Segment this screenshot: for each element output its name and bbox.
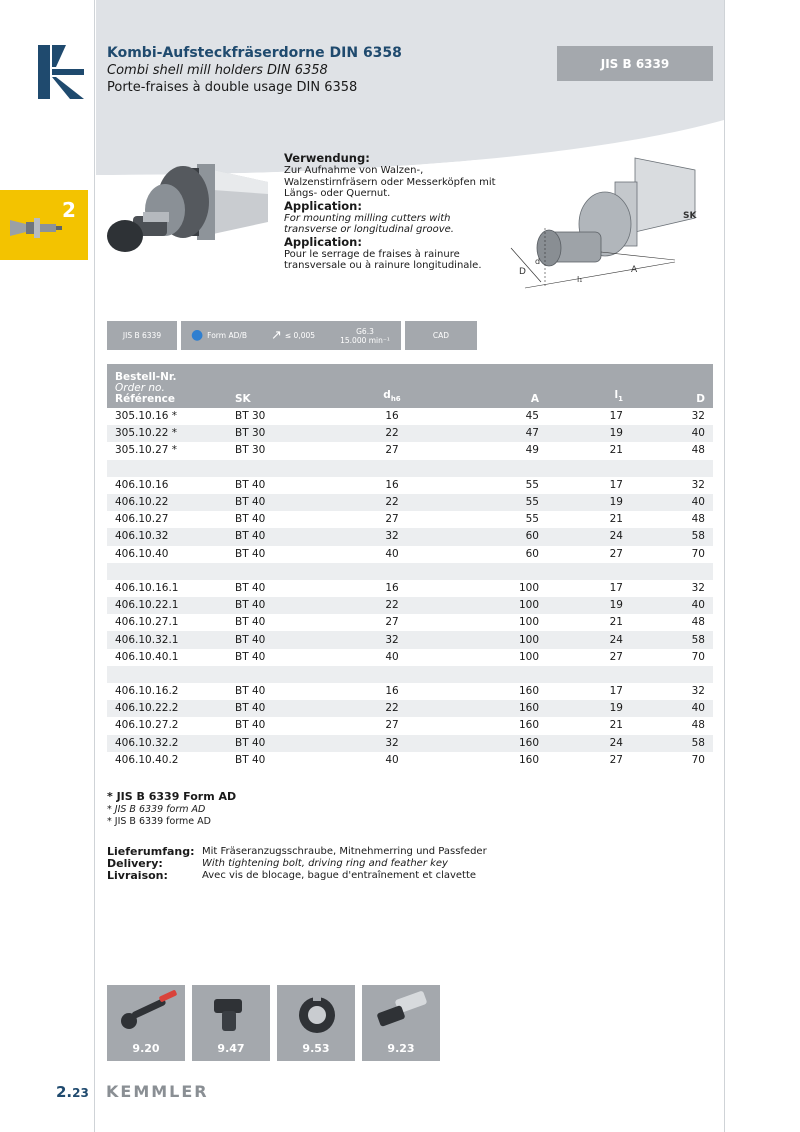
table-row xyxy=(107,631,713,648)
table-row xyxy=(107,425,713,442)
cell-a: 160 xyxy=(437,700,547,717)
header-l: l xyxy=(614,388,619,401)
cell-sk: BT 40 xyxy=(227,631,347,648)
application-heading-de: Verwendung: xyxy=(284,151,370,165)
footnote-fr: * JIS B 6339 forme AD xyxy=(107,816,211,827)
cell-a: 160 xyxy=(437,683,547,700)
feather-key-icon xyxy=(192,985,270,1045)
cell-order-no: 406.10.22.2 xyxy=(107,700,227,717)
application-text-fr: Pour le serrage de fraises à rainure transversale ou à rainure longitudinale. xyxy=(284,248,482,271)
cell-l1: 21 xyxy=(547,511,631,528)
cell-dd: 40 xyxy=(631,425,713,442)
col-a: A xyxy=(437,364,547,408)
cell-order-no: 406.10.22 xyxy=(107,494,227,511)
table-row xyxy=(107,511,713,528)
header-d-sub: h6 xyxy=(390,395,401,403)
accessory-tile[interactable] xyxy=(277,985,355,1061)
header-order-fr: Référence xyxy=(115,393,176,405)
cell-dd: 58 xyxy=(631,735,713,752)
cell-d: 40 xyxy=(347,649,437,666)
cell-dd: 40 xyxy=(631,597,713,614)
cell-dd: 70 xyxy=(631,752,713,769)
cell-d: 22 xyxy=(347,597,437,614)
cell-sk: BT 30 xyxy=(227,408,347,425)
header-l-sub: 1 xyxy=(618,395,623,403)
cell-a: 160 xyxy=(437,752,547,769)
table-spacer-cell xyxy=(107,563,713,580)
cell-d: 27 xyxy=(347,717,437,734)
cell-order-no: 406.10.40.1 xyxy=(107,649,227,666)
cell-dd: 32 xyxy=(631,408,713,425)
header-d: d xyxy=(383,388,391,401)
cell-sk: BT 40 xyxy=(227,528,347,545)
cell-order-no: 406.10.27.1 xyxy=(107,614,227,631)
scope-label-de: Lieferumfang: xyxy=(107,845,195,858)
tightening-bolt-icon xyxy=(362,985,440,1045)
accessory-tile[interactable] xyxy=(107,985,185,1061)
cell-order-no: 406.10.22.1 xyxy=(107,597,227,614)
table-row xyxy=(107,614,713,631)
accessory-label: 9.53 xyxy=(302,1042,330,1055)
cell-l1: 17 xyxy=(547,477,631,494)
cell-d: 32 xyxy=(347,735,437,752)
table-row xyxy=(107,752,713,769)
cell-d: 27 xyxy=(347,511,437,528)
cell-d: 32 xyxy=(347,631,437,648)
application-text-en: For mounting milling cutters with transverse or longitudinal groove. xyxy=(284,212,454,235)
cell-sk: BT 40 xyxy=(227,683,347,700)
cell-d: 40 xyxy=(347,752,437,769)
drawing-label-d: D xyxy=(519,267,526,277)
cell-order-no: 406.10.32 xyxy=(107,528,227,545)
cell-a: 100 xyxy=(437,614,547,631)
table-row xyxy=(107,494,713,511)
cell-a: 60 xyxy=(437,528,547,545)
table-row xyxy=(107,546,713,563)
cell-l1: 21 xyxy=(547,442,631,459)
cell-dd: 32 xyxy=(631,580,713,597)
cell-order-no: 406.10.27.2 xyxy=(107,717,227,734)
cell-order-no: 406.10.32.2 xyxy=(107,735,227,752)
cell-d: 27 xyxy=(347,442,437,459)
cell-l1: 24 xyxy=(547,528,631,545)
cell-l1: 17 xyxy=(547,683,631,700)
cell-sk: BT 40 xyxy=(227,511,347,528)
cell-sk: BT 40 xyxy=(227,546,347,563)
drawing-label-dsub: d xyxy=(535,257,541,266)
left-margin xyxy=(0,0,95,1132)
feature-jis: JIS B 6339 xyxy=(107,321,177,350)
cell-l1: 17 xyxy=(547,580,631,597)
cell-order-no: 406.10.27 xyxy=(107,511,227,528)
feature-form-label: Form AD/B xyxy=(207,331,248,340)
runout-arrow-icon: ↗ xyxy=(270,328,282,343)
driving-ring-icon xyxy=(277,985,355,1045)
cell-a: 100 xyxy=(437,597,547,614)
title-french: Porte-fraises à double usage DIN 6358 xyxy=(107,80,358,95)
feature-form xyxy=(181,321,257,350)
application-text-de: Zur Aufnahme von Walzen-, Walzenstirnfräsern oder Messerköpfen mit Längs- oder Quernut. xyxy=(284,165,496,199)
feature-runout-label: ≤ 0,005 xyxy=(284,331,316,340)
scope-text-fr: Avec vis de blocage, bague d'entraînement et clavette xyxy=(202,870,477,881)
cell-order-no: 305.10.16 * xyxy=(107,408,227,425)
cell-a: 55 xyxy=(437,511,547,528)
cell-l1: 27 xyxy=(547,649,631,666)
cell-d: 40 xyxy=(347,546,437,563)
cell-sk: BT 40 xyxy=(227,477,347,494)
title-block xyxy=(107,44,402,96)
cell-a: 55 xyxy=(437,494,547,511)
cell-dd: 48 xyxy=(631,442,713,459)
table-row xyxy=(107,735,713,752)
col-d xyxy=(347,364,437,408)
feature-runout xyxy=(257,321,329,350)
cell-d: 32 xyxy=(347,528,437,545)
cell-l1: 19 xyxy=(547,425,631,442)
technical-drawing xyxy=(505,152,715,302)
chapter-number: 2 xyxy=(62,198,76,222)
feature-balance-speed: 15.000 min⁻¹ xyxy=(340,335,390,345)
table-row xyxy=(107,717,713,734)
cell-d: 22 xyxy=(347,700,437,717)
cell-a: 60 xyxy=(437,546,547,563)
standard-badge: JIS B 6339 xyxy=(557,46,713,81)
cell-order-no: 406.10.16 xyxy=(107,477,227,494)
accessory-label: 9.47 xyxy=(217,1042,245,1055)
cell-d: 16 xyxy=(347,683,437,700)
wrench-icon xyxy=(107,985,185,1045)
feature-balance-grade: G6.3 xyxy=(356,326,374,336)
table-spacer-cell xyxy=(107,666,713,683)
delivery-scope xyxy=(107,846,487,882)
application-heading-en: Application: xyxy=(284,198,362,213)
feature-cad[interactable]: CAD xyxy=(405,321,477,350)
right-margin xyxy=(724,0,800,1132)
coolant-drop-icon: ● xyxy=(190,327,204,343)
cell-a: 100 xyxy=(437,649,547,666)
cell-sk: BT 40 xyxy=(227,700,347,717)
cell-l1: 24 xyxy=(547,735,631,752)
cell-a: 100 xyxy=(437,631,547,648)
feature-balance xyxy=(329,321,401,350)
product-photo xyxy=(103,150,271,262)
cell-d: 16 xyxy=(347,580,437,597)
cell-sk: BT 40 xyxy=(227,717,347,734)
table-row xyxy=(107,580,713,597)
table-row xyxy=(107,649,713,666)
cell-order-no: 406.10.16.2 xyxy=(107,683,227,700)
cell-dd: 58 xyxy=(631,631,713,648)
table-row xyxy=(107,683,713,700)
cell-l1: 27 xyxy=(547,752,631,769)
cell-a: 160 xyxy=(437,735,547,752)
drawing-label-a: A xyxy=(631,265,638,275)
application-heading-fr: Application: xyxy=(284,234,362,249)
application-text xyxy=(284,152,504,272)
cell-d: 16 xyxy=(347,477,437,494)
table-spacer-row xyxy=(107,563,713,580)
page-number-minor: 23 xyxy=(72,1086,89,1100)
cell-a: 49 xyxy=(437,442,547,459)
cell-order-no: 406.10.16.1 xyxy=(107,580,227,597)
cell-sk: BT 30 xyxy=(227,425,347,442)
footnote-de: * JIS B 6339 Form AD xyxy=(107,790,237,803)
drawing-label-l1: l₁ xyxy=(577,275,583,284)
drawing-label-sk: SK xyxy=(683,211,697,221)
cell-sk: BT 40 xyxy=(227,494,347,511)
cell-sk: BT 30 xyxy=(227,442,347,459)
accessory-label: 9.23 xyxy=(387,1042,415,1055)
cell-l1: 21 xyxy=(547,614,631,631)
cell-sk: BT 40 xyxy=(227,752,347,769)
title-english: Combi shell mill holders DIN 6358 xyxy=(107,63,328,78)
cell-dd: 70 xyxy=(631,649,713,666)
brand-name: KEMMLER xyxy=(106,1082,209,1101)
spec-table xyxy=(107,364,713,769)
cell-a: 100 xyxy=(437,580,547,597)
table-row xyxy=(107,442,713,459)
cell-d: 22 xyxy=(347,494,437,511)
title-german: Kombi-Aufsteckfräserdorne DIN 6358 xyxy=(107,45,402,61)
cell-dd: 48 xyxy=(631,511,713,528)
cell-l1: 19 xyxy=(547,494,631,511)
chapter-tab[interactable] xyxy=(0,190,88,260)
scope-text-en: With tightening bolt, driving ring and feather key xyxy=(202,858,448,869)
cell-d: 22 xyxy=(347,425,437,442)
accessory-label: 9.20 xyxy=(132,1042,160,1055)
kemmler-logo-icon xyxy=(38,45,84,99)
cell-order-no: 406.10.40 xyxy=(107,546,227,563)
table-row xyxy=(107,408,713,425)
cell-a: 160 xyxy=(437,717,547,734)
cell-d: 27 xyxy=(347,614,437,631)
cell-a: 45 xyxy=(437,408,547,425)
col-l1 xyxy=(547,364,631,408)
scope-label-fr: Livraison: xyxy=(107,869,168,882)
cell-l1: 17 xyxy=(547,408,631,425)
cell-sk: BT 40 xyxy=(227,735,347,752)
spec-table-body xyxy=(107,408,713,769)
holder-tool-icon xyxy=(4,198,66,258)
cell-d: 16 xyxy=(347,408,437,425)
table-row xyxy=(107,597,713,614)
cell-dd: 48 xyxy=(631,614,713,631)
page-number xyxy=(56,1083,89,1101)
cell-sk: BT 40 xyxy=(227,580,347,597)
cell-dd: 32 xyxy=(631,477,713,494)
header-order-de: Bestell-Nr. xyxy=(115,371,177,383)
footnote xyxy=(107,790,236,828)
accessory-tile[interactable] xyxy=(362,985,440,1061)
footnote-en: * JIS B 6339 form AD xyxy=(107,804,206,815)
col-dd: D xyxy=(631,364,713,408)
cell-l1: 27 xyxy=(547,546,631,563)
cell-dd: 40 xyxy=(631,494,713,511)
table-row xyxy=(107,477,713,494)
cell-l1: 19 xyxy=(547,700,631,717)
cell-sk: BT 40 xyxy=(227,597,347,614)
cell-dd: 70 xyxy=(631,546,713,563)
table-spacer-cell xyxy=(107,460,713,477)
cell-a: 55 xyxy=(437,477,547,494)
header-order-en: Order no. xyxy=(115,382,165,394)
accessory-tile[interactable] xyxy=(192,985,270,1061)
cell-l1: 19 xyxy=(547,597,631,614)
cell-sk: BT 40 xyxy=(227,649,347,666)
cell-order-no: 305.10.22 * xyxy=(107,425,227,442)
table-row xyxy=(107,700,713,717)
table-spacer-row xyxy=(107,460,713,477)
col-order-no xyxy=(107,364,227,408)
page-number-major: 2. xyxy=(56,1083,73,1101)
col-sk: SK xyxy=(227,364,347,408)
cell-sk: BT 40 xyxy=(227,614,347,631)
cell-order-no: 406.10.40.2 xyxy=(107,752,227,769)
cell-l1: 24 xyxy=(547,631,631,648)
table-row xyxy=(107,528,713,545)
cell-dd: 58 xyxy=(631,528,713,545)
cell-dd: 48 xyxy=(631,717,713,734)
table-spacer-row xyxy=(107,666,713,683)
cell-order-no: 406.10.32.1 xyxy=(107,631,227,648)
scope-label-en: Delivery: xyxy=(107,857,163,870)
cell-l1: 21 xyxy=(547,717,631,734)
scope-text-de: Mit Fräseranzugsschraube, Mitnehmerring und Passfeder xyxy=(202,846,487,857)
cell-dd: 40 xyxy=(631,700,713,717)
cell-dd: 32 xyxy=(631,683,713,700)
cell-a: 47 xyxy=(437,425,547,442)
cell-order-no: 305.10.27 * xyxy=(107,442,227,459)
